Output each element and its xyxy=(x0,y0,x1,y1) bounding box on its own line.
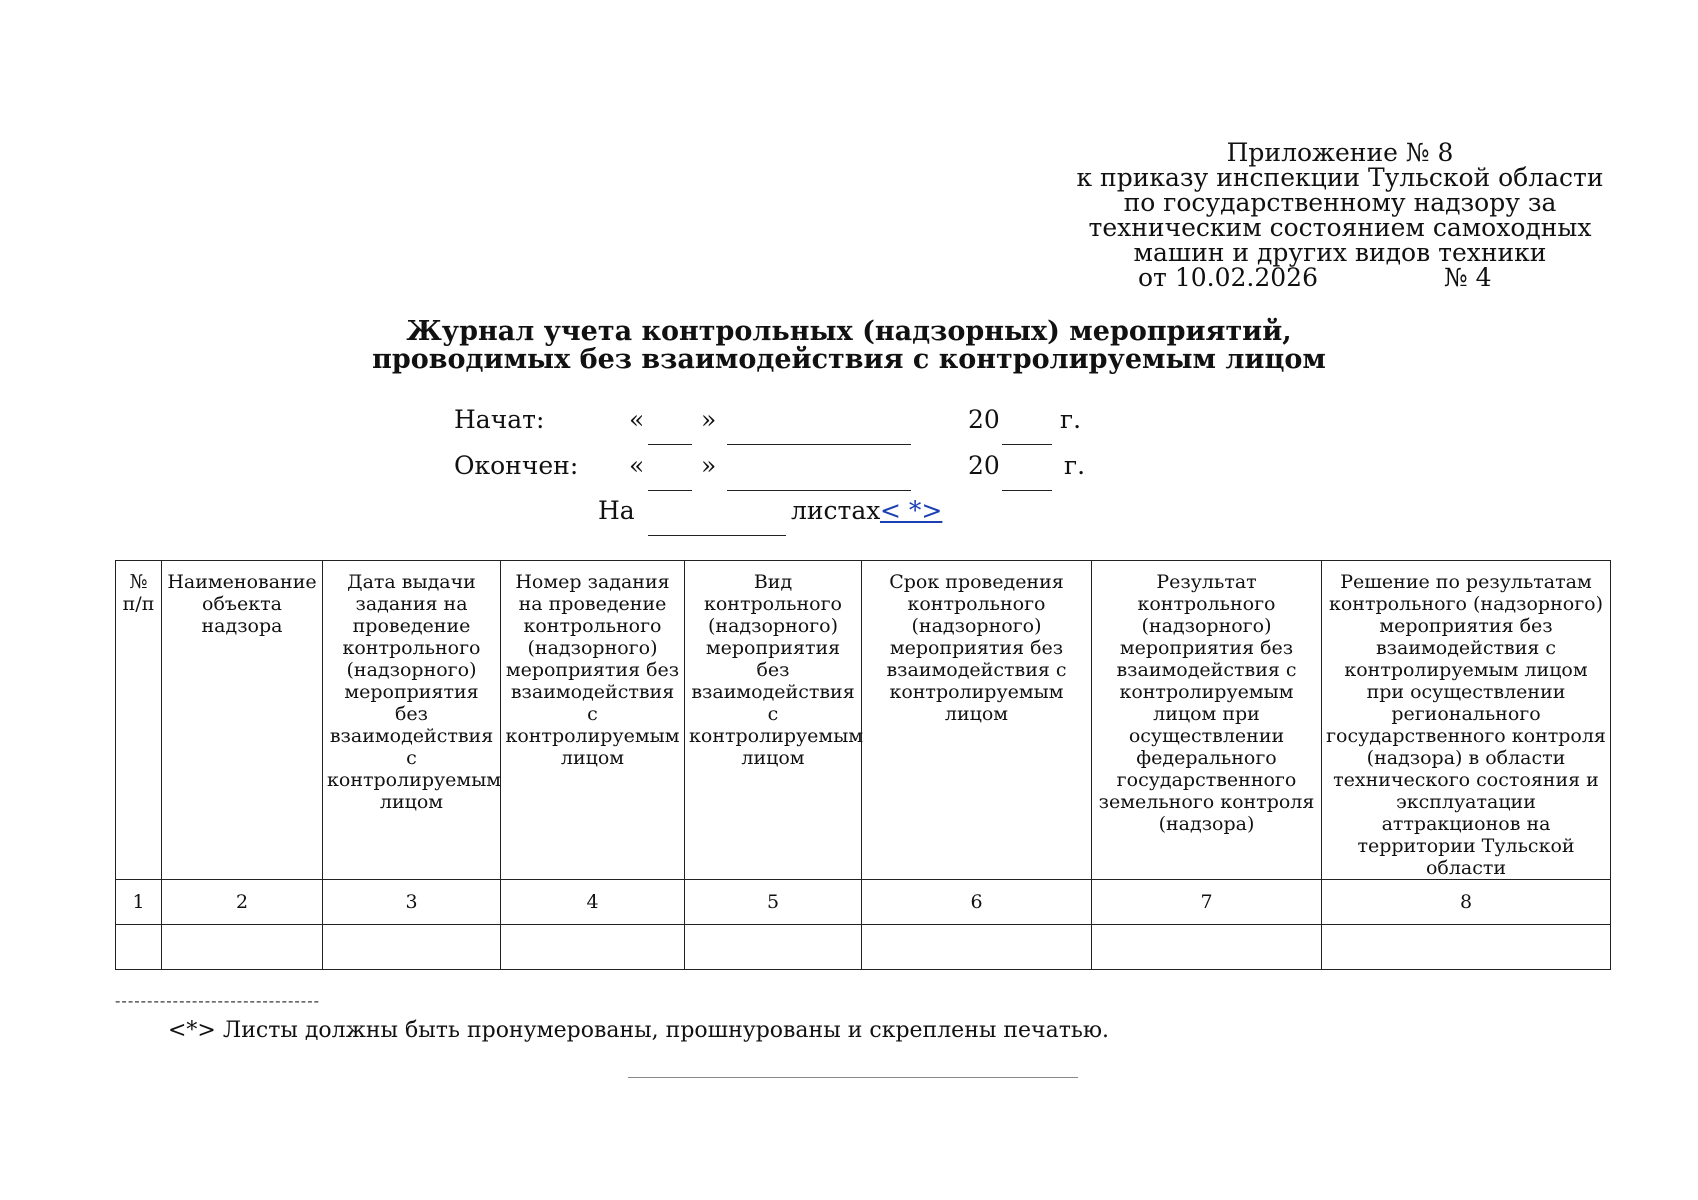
header-event-type: Вид контрольного (надзорного) мероприятия без взаимодействия с контролируемым лицом xyxy=(685,561,862,880)
column-number: 5 xyxy=(685,880,862,925)
appendix-line-1: к приказу инспекции Тульской области xyxy=(1076,163,1604,192)
empty-cell xyxy=(162,925,323,970)
column-number: 2 xyxy=(162,880,323,925)
appendix-date: от 10.02.2026 xyxy=(1138,263,1318,292)
journal-title-line-2: проводимых без взаимодействия с контролируемым лицом xyxy=(372,344,1326,375)
ended-day-line xyxy=(648,490,692,491)
started-month-line xyxy=(727,444,911,445)
header-event-period: Срок проведения контрольного (надзорного) мероприятия без взаимодействия с контролируемым лицом xyxy=(862,561,1092,880)
column-number: 4 xyxy=(501,880,685,925)
column-number: 1 xyxy=(116,880,162,925)
appendix-line-3: техническим состоянием самоходных xyxy=(1088,213,1592,242)
ended-month-line xyxy=(727,490,911,491)
started-year-line xyxy=(1002,444,1052,445)
sheets-on-label: На xyxy=(598,496,635,525)
appendix-order-no: № 4 xyxy=(1444,263,1492,292)
header-event-result: Результат контрольного (надзорного) мероприятия без взаимодействия с контролируемым лицом при осуществлении федерального государственного земельного контроля (надзора) xyxy=(1092,561,1322,880)
empty-cell xyxy=(1322,925,1611,970)
started-day-line xyxy=(648,444,692,445)
empty-cell xyxy=(685,925,862,970)
footnote-text: <*> Листы должны быть пронумерованы, прошнурованы и скреплены печатью. xyxy=(168,1018,1110,1043)
footnote-ref-link[interactable]: < *> xyxy=(880,496,943,525)
column-number-row xyxy=(116,880,1611,925)
ended-quote-close: » xyxy=(701,451,717,480)
journal-title-line-1: Журнал учета контрольных (надзорных) мероприятий, xyxy=(406,316,1292,347)
empty-cell xyxy=(323,925,501,970)
journal-table xyxy=(115,560,1611,970)
empty-cell xyxy=(501,925,685,970)
started-quote-open: « xyxy=(629,405,645,434)
table-header-row xyxy=(116,561,1611,880)
empty-cell xyxy=(116,925,162,970)
appendix-block xyxy=(1060,140,1620,290)
column-number: 7 xyxy=(1092,880,1322,925)
empty-cell xyxy=(862,925,1092,970)
header-task-number: Номер задания на проведение контрольного (надзорного) мероприятия без взаимодействия с контролируемым лицом xyxy=(501,561,685,880)
started-label: Начат: xyxy=(454,405,545,434)
appendix-number: Приложение № 8 xyxy=(1226,138,1454,167)
ended-year-prefix: 20 xyxy=(968,451,1000,480)
column-number: 3 xyxy=(323,880,501,925)
column-number: 8 xyxy=(1322,880,1611,925)
sheets-label: листах xyxy=(791,496,881,525)
header-decision: Решение по результатам контрольного (надзорного) мероприятия без взаимодействия с контролируемым лицом при осуществлении регионального государственного контроля (надзора) в области технического состояния и эксплуатации аттракционов на территории Тульской области xyxy=(1322,561,1611,880)
header-object-name: Наименование объекта надзора xyxy=(162,561,323,880)
bottom-divider xyxy=(628,1077,1078,1078)
ended-label: Окончен: xyxy=(454,451,579,480)
empty-cell xyxy=(1092,925,1322,970)
started-quote-close: » xyxy=(701,405,717,434)
appendix-line-2: по государственному надзору за xyxy=(1123,188,1557,217)
started-year-prefix: 20 xyxy=(968,405,1000,434)
header-task-date: Дата выдачи задания на проведение контрольного (надзорного) мероприятия без взаимодействия с контролируемым лицом xyxy=(323,561,501,880)
empty-entry-row xyxy=(116,925,1611,970)
journal-title xyxy=(0,318,1698,374)
sheets-count-line xyxy=(648,535,786,536)
appendix-line-4: машин и других видов техники xyxy=(1133,238,1547,267)
column-number: 6 xyxy=(862,880,1092,925)
started-year-suffix: г. xyxy=(1060,405,1082,434)
footnote-separator: -------------------------------- xyxy=(115,991,320,1010)
appendix-date-row xyxy=(1060,265,1620,290)
ended-year-line xyxy=(1002,490,1052,491)
ended-year-suffix: г. xyxy=(1064,451,1086,480)
header-number: № п/п xyxy=(116,561,162,880)
ended-quote-open: « xyxy=(629,451,645,480)
